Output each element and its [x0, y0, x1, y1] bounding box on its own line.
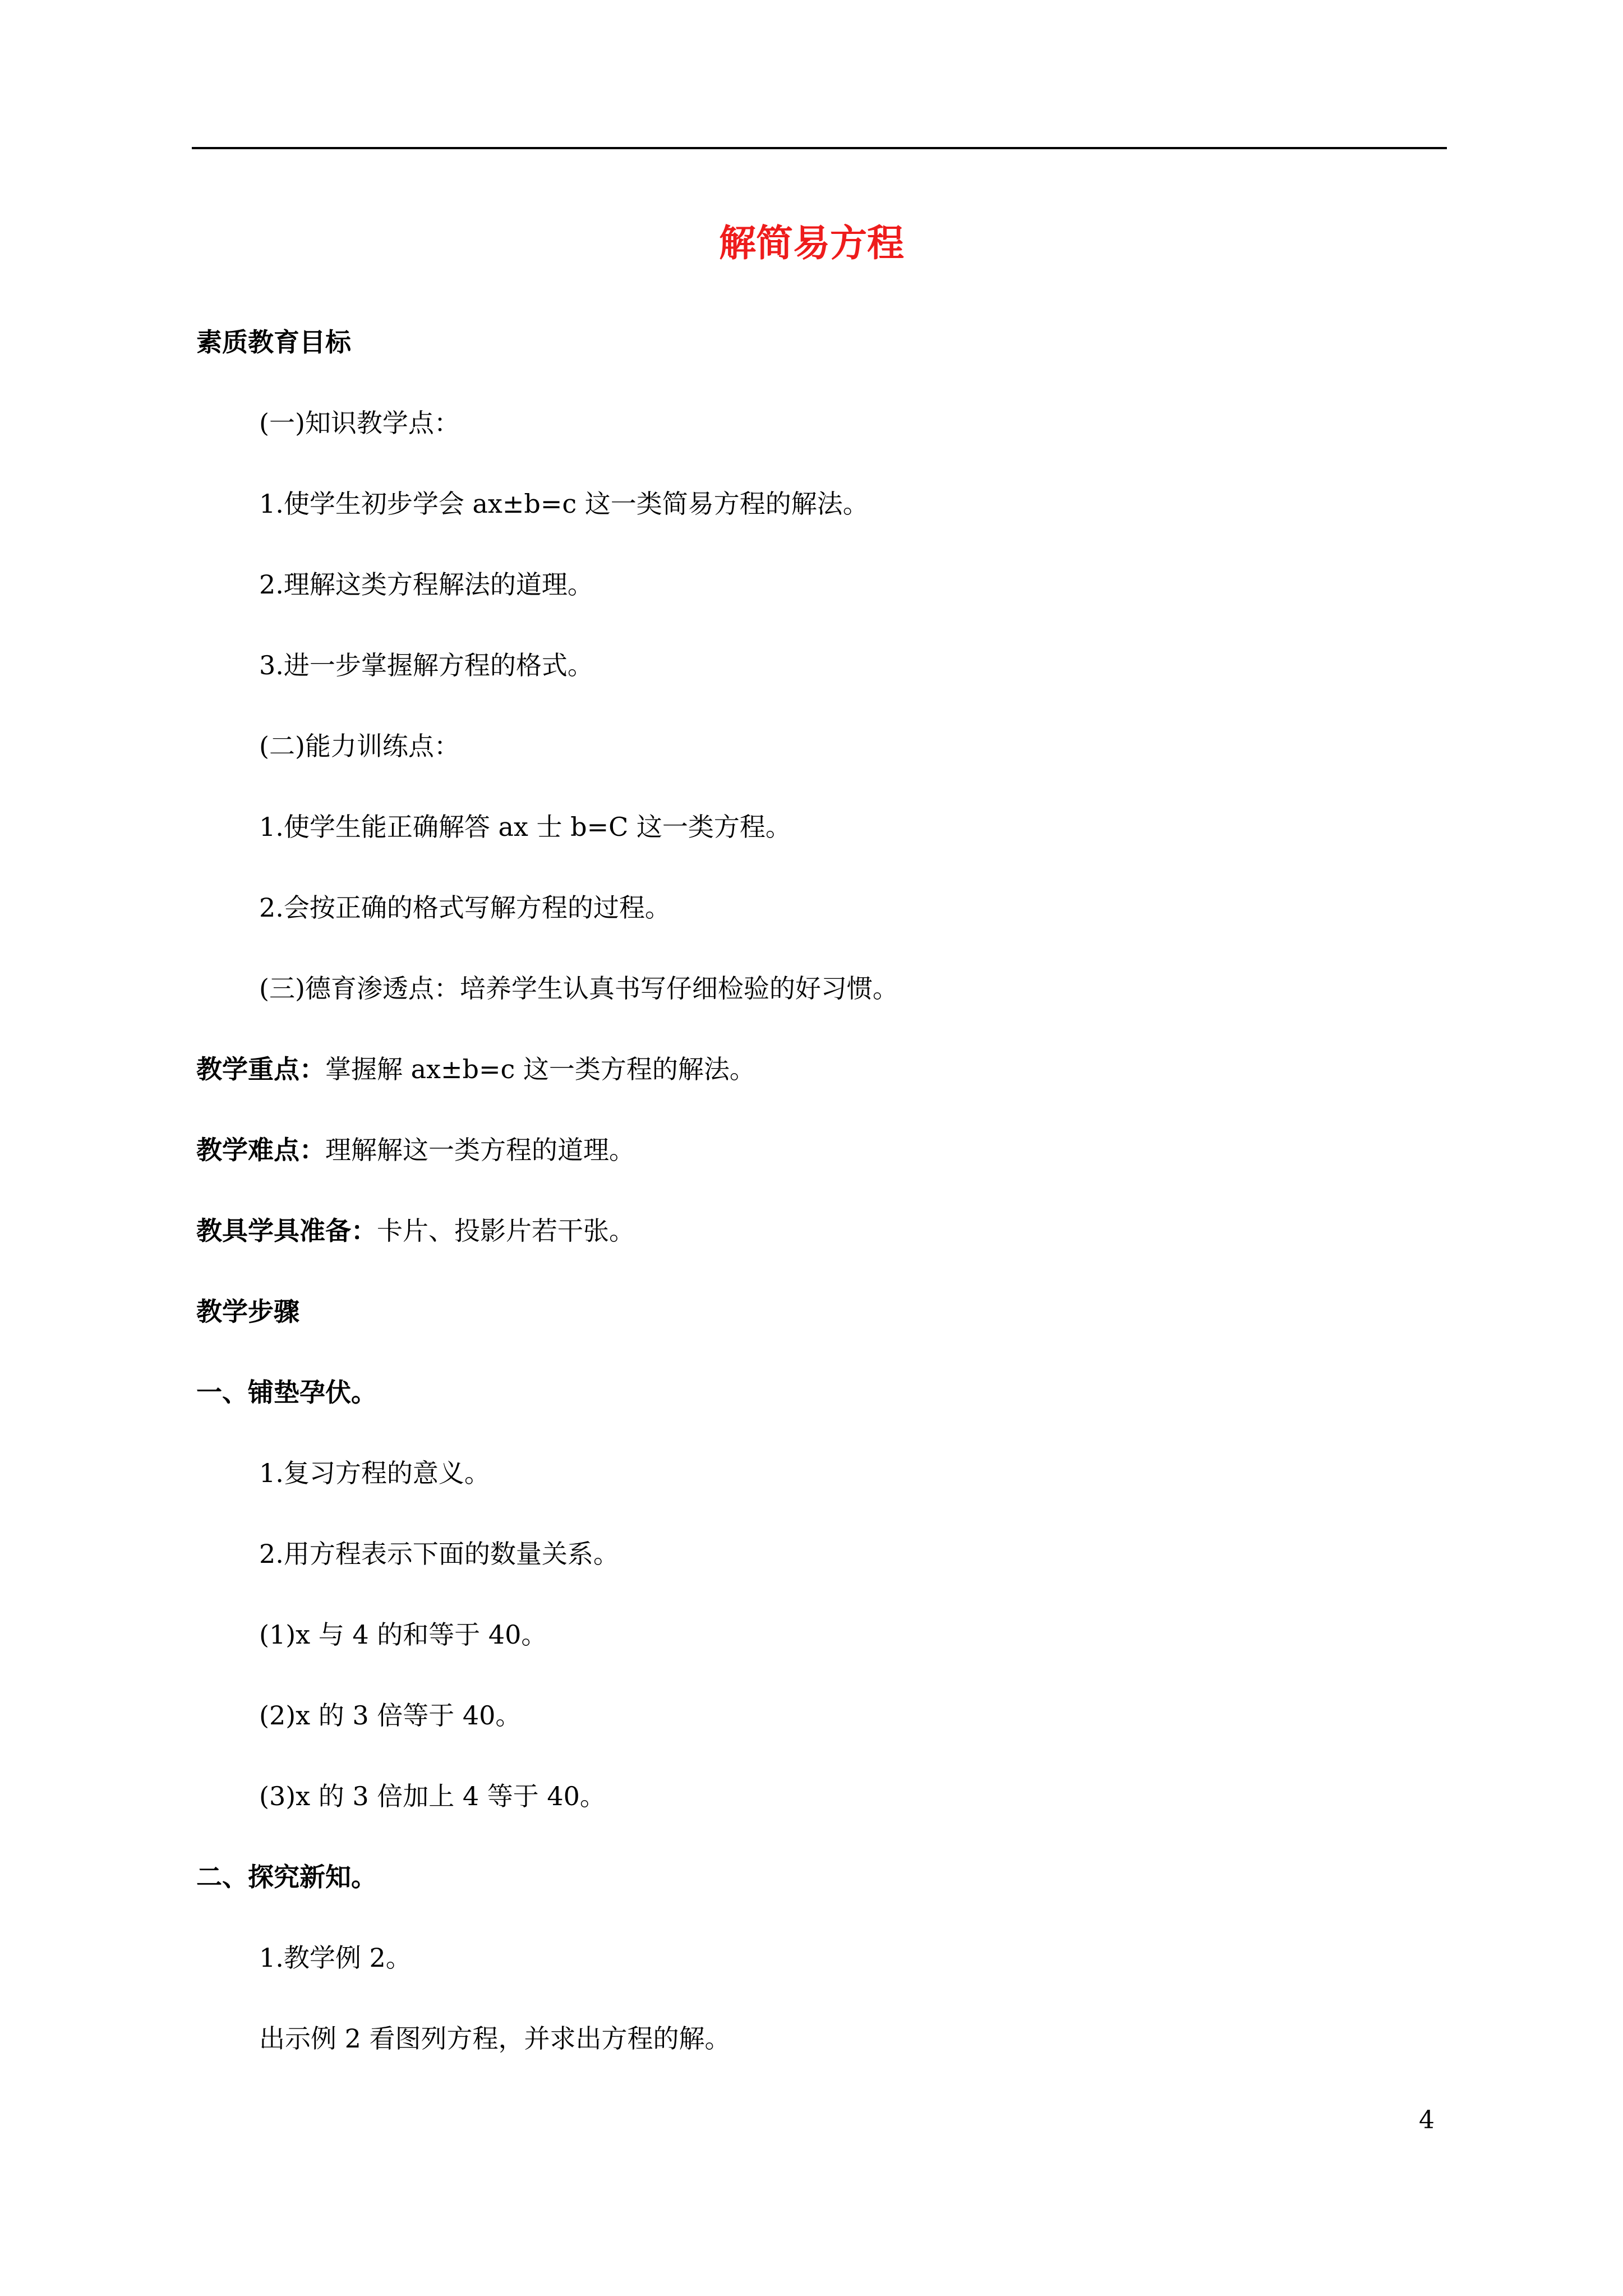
steps-heading: 教学步骤	[196, 1296, 299, 1327]
tools-text: 卡片、投影片若干张。	[377, 1216, 635, 1246]
key-point	[196, 1052, 755, 1086]
section-1-heading: 一、铺垫孕伏。	[196, 1377, 377, 1407]
goals-heading: 素质教育目标	[196, 327, 351, 357]
ability-item-2: 2.会按正确的格式写解方程的过程。	[259, 892, 671, 923]
section-1-item-2: 2.用方程表示下面的数量关系。	[259, 1539, 619, 1569]
section-1-subitem-2: (2)x 的 3 倍等于 40。	[259, 1700, 522, 1731]
section-1-subitem-1: (1)x 与 4 的和等于 40。	[259, 1619, 547, 1650]
knowledge-item-2: 2.理解这类方程解法的道理。	[259, 569, 593, 600]
ability-heading: (二)能力训练点：	[259, 731, 460, 761]
ability-item-1: 1.使学生能正确解答 ax 士 b=C 这一类方程。	[259, 812, 791, 842]
section-2-item-1: 1.教学例 2。	[259, 1943, 412, 1973]
knowledge-item-3: 3.进一步掌握解方程的格式。	[259, 650, 593, 680]
section-2-heading: 二、探究新知。	[196, 1862, 377, 1892]
difficulty-text: 理解解这一类方程的道理。	[325, 1135, 635, 1165]
tools-label: 教具学具准备：	[196, 1216, 377, 1246]
tools-prep	[196, 1214, 635, 1248]
moral-point: (三)德育渗透点：培养学生认真书写仔细检验的好习惯。	[259, 973, 898, 1004]
knowledge-item-1: 1.使学生初步学会 ax±b=c 这一类简易方程的解法。	[259, 489, 869, 519]
section-2-item-1-desc: 出示例 2 看图列方程，并求出方程的解。	[259, 2023, 731, 2054]
key-point-label: 教学重点：	[196, 1054, 325, 1084]
difficulty-point	[196, 1133, 635, 1167]
section-1-subitem-3: (3)x 的 3 倍加上 4 等于 40。	[259, 1781, 606, 1811]
page-title: 解简易方程	[719, 222, 904, 265]
key-point-text: 掌握解 ax±b=c 这一类方程的解法。	[325, 1054, 755, 1084]
knowledge-heading: (一)知识教学点：	[259, 408, 460, 438]
page-number: 4	[1419, 2106, 1435, 2134]
difficulty-label: 教学难点：	[196, 1135, 325, 1165]
header-rule	[192, 147, 1447, 149]
section-1-item-1: 1.复习方程的意义。	[259, 1458, 490, 1488]
